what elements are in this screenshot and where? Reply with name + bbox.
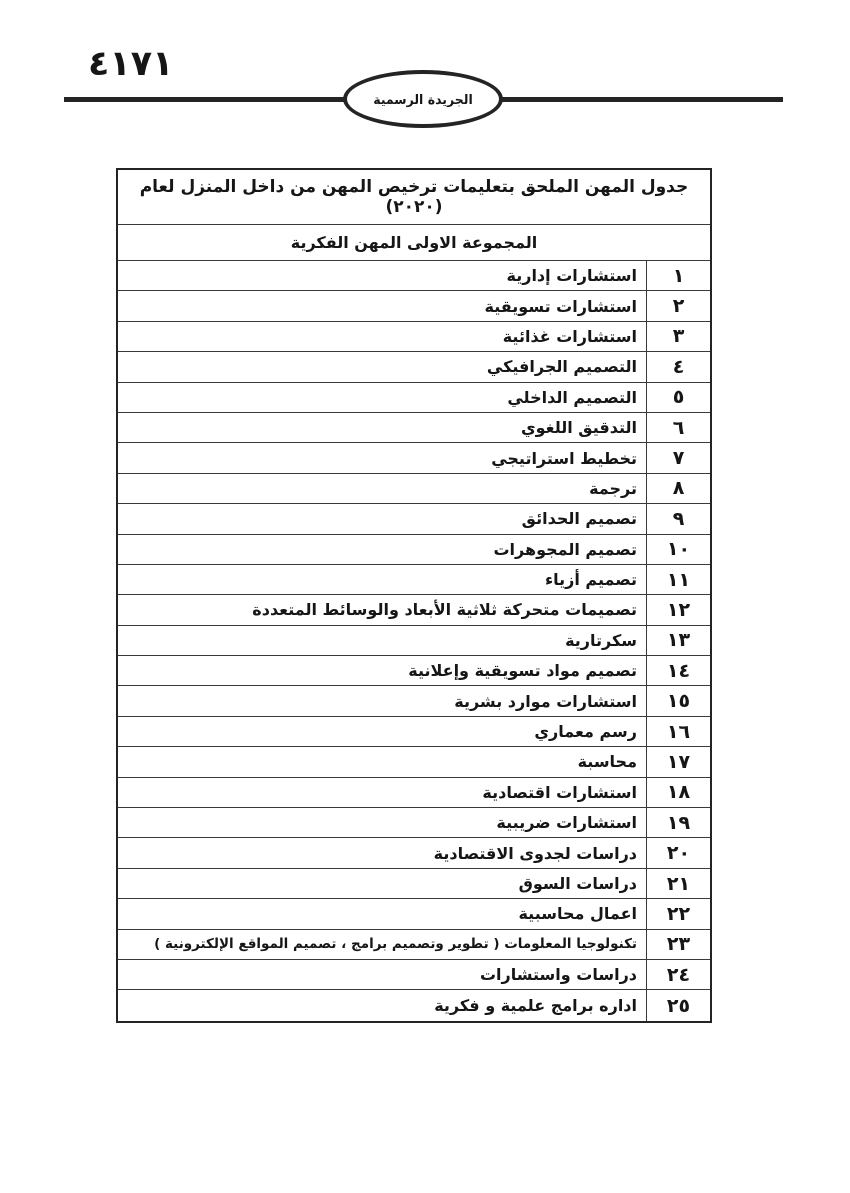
row-number: ١٦ <box>646 717 710 746</box>
profession-name: تكنولوجيا المعلومات ( تطوير وتصميم برامج ، تصميم المواقع الإلكترونية ) <box>154 936 637 953</box>
table-row <box>118 322 710 352</box>
profession-name: تصميم المجوهرات <box>493 539 637 559</box>
table-row <box>118 838 710 868</box>
table-row <box>118 413 710 443</box>
profession-name: تخطيط استراتيجي <box>491 448 637 468</box>
profession-name: تصميم أزياء <box>544 570 637 590</box>
profession-name: ترجمة <box>589 478 637 498</box>
page-number: ٤١٧١ <box>88 44 174 84</box>
table-row <box>118 474 710 504</box>
table-row <box>118 990 710 1020</box>
table-row <box>118 808 710 838</box>
row-number: ٥ <box>646 383 710 412</box>
row-number: ٩ <box>646 504 710 533</box>
profession-name: دراسات السوق <box>518 874 637 893</box>
row-number: ٢٣ <box>646 930 710 959</box>
profession-name: استشارات موارد بشرية <box>454 691 637 711</box>
table-row <box>118 352 710 382</box>
profession-name: تصميم الحدائق <box>521 509 637 529</box>
table-row <box>118 930 710 960</box>
profession-name: التدقيق اللغوي <box>520 418 637 438</box>
gazette-seal-ellipse <box>343 70 503 128</box>
table-row <box>118 747 710 777</box>
profession-name: التصميم الجرافيكي <box>486 357 637 377</box>
row-number: ٢٥ <box>646 990 710 1020</box>
profession-name: محاسبة <box>577 752 637 772</box>
row-number: ٢١ <box>646 869 710 898</box>
row-number: ٣ <box>646 322 710 351</box>
table-row <box>118 960 710 990</box>
profession-name: استشارات ضريبية <box>496 813 637 833</box>
row-number: ١٧ <box>646 747 710 776</box>
table-row <box>118 626 710 656</box>
table-row <box>118 443 710 473</box>
profession-name: استشارات غذائية <box>502 326 637 346</box>
row-number: ٢٤ <box>646 960 710 989</box>
table-row <box>118 595 710 625</box>
table-row <box>118 899 710 929</box>
table-row <box>118 656 710 686</box>
table-rows <box>118 261 710 1021</box>
table-row <box>118 261 710 291</box>
row-number: ١٨ <box>646 778 710 807</box>
table-row <box>118 778 710 808</box>
profession-name: اداره برامج علمية و فكرية <box>434 996 637 1016</box>
row-number: ١ <box>646 261 710 290</box>
professions-table <box>116 168 712 1023</box>
row-number: ١٢ <box>646 595 710 624</box>
profession-name: تصميم مواد تسويقية وإعلانية <box>408 661 637 681</box>
row-number: ١٤ <box>646 656 710 685</box>
row-number: ١١ <box>646 565 710 594</box>
profession-name: التصميم الداخلي <box>507 387 637 407</box>
row-number: ٢ <box>646 291 710 320</box>
row-number: ٦ <box>646 413 710 442</box>
table-row <box>118 291 710 321</box>
table-row <box>118 565 710 595</box>
row-number: ١٠ <box>646 535 710 564</box>
profession-name: تصميمات متحركة ثلاثية الأبعاد والوسائط المتعددة <box>252 600 637 620</box>
profession-name: اعمال محاسبية <box>518 904 637 924</box>
table-row <box>118 869 710 899</box>
row-number: ٤ <box>646 352 710 381</box>
row-number: ٨ <box>646 474 710 503</box>
row-number: ٧ <box>646 443 710 472</box>
profession-name: استشارات إدارية <box>506 266 637 286</box>
row-number: ٢٠ <box>646 838 710 867</box>
profession-name: رسم معماري <box>534 722 637 742</box>
table-group-header: المجموعة الاولى المهن الفكرية <box>118 225 710 261</box>
row-number: ١٥ <box>646 686 710 715</box>
table-row <box>118 383 710 413</box>
table-row <box>118 504 710 534</box>
table-title: جدول المهن الملحق بتعليمات ترخيص المهن من داخل المنزل لعام (٢٠٢٠) <box>118 170 710 225</box>
table-row <box>118 717 710 747</box>
profession-name: استشارات تسويقية <box>484 296 637 316</box>
gazette-seal-label: الجريدة الرسمية <box>373 91 473 107</box>
profession-name: استشارات اقتصادية <box>482 782 637 802</box>
profession-name: دراسات واستشارات <box>479 965 637 985</box>
table-row <box>118 686 710 716</box>
profession-name: دراسات لجدوى الاقتصادية <box>433 843 637 863</box>
row-number: ٢٢ <box>646 899 710 928</box>
row-number: ١٣ <box>646 626 710 655</box>
table-row <box>118 535 710 565</box>
profession-name: سكرتارية <box>565 630 637 650</box>
row-number: ١٩ <box>646 808 710 837</box>
